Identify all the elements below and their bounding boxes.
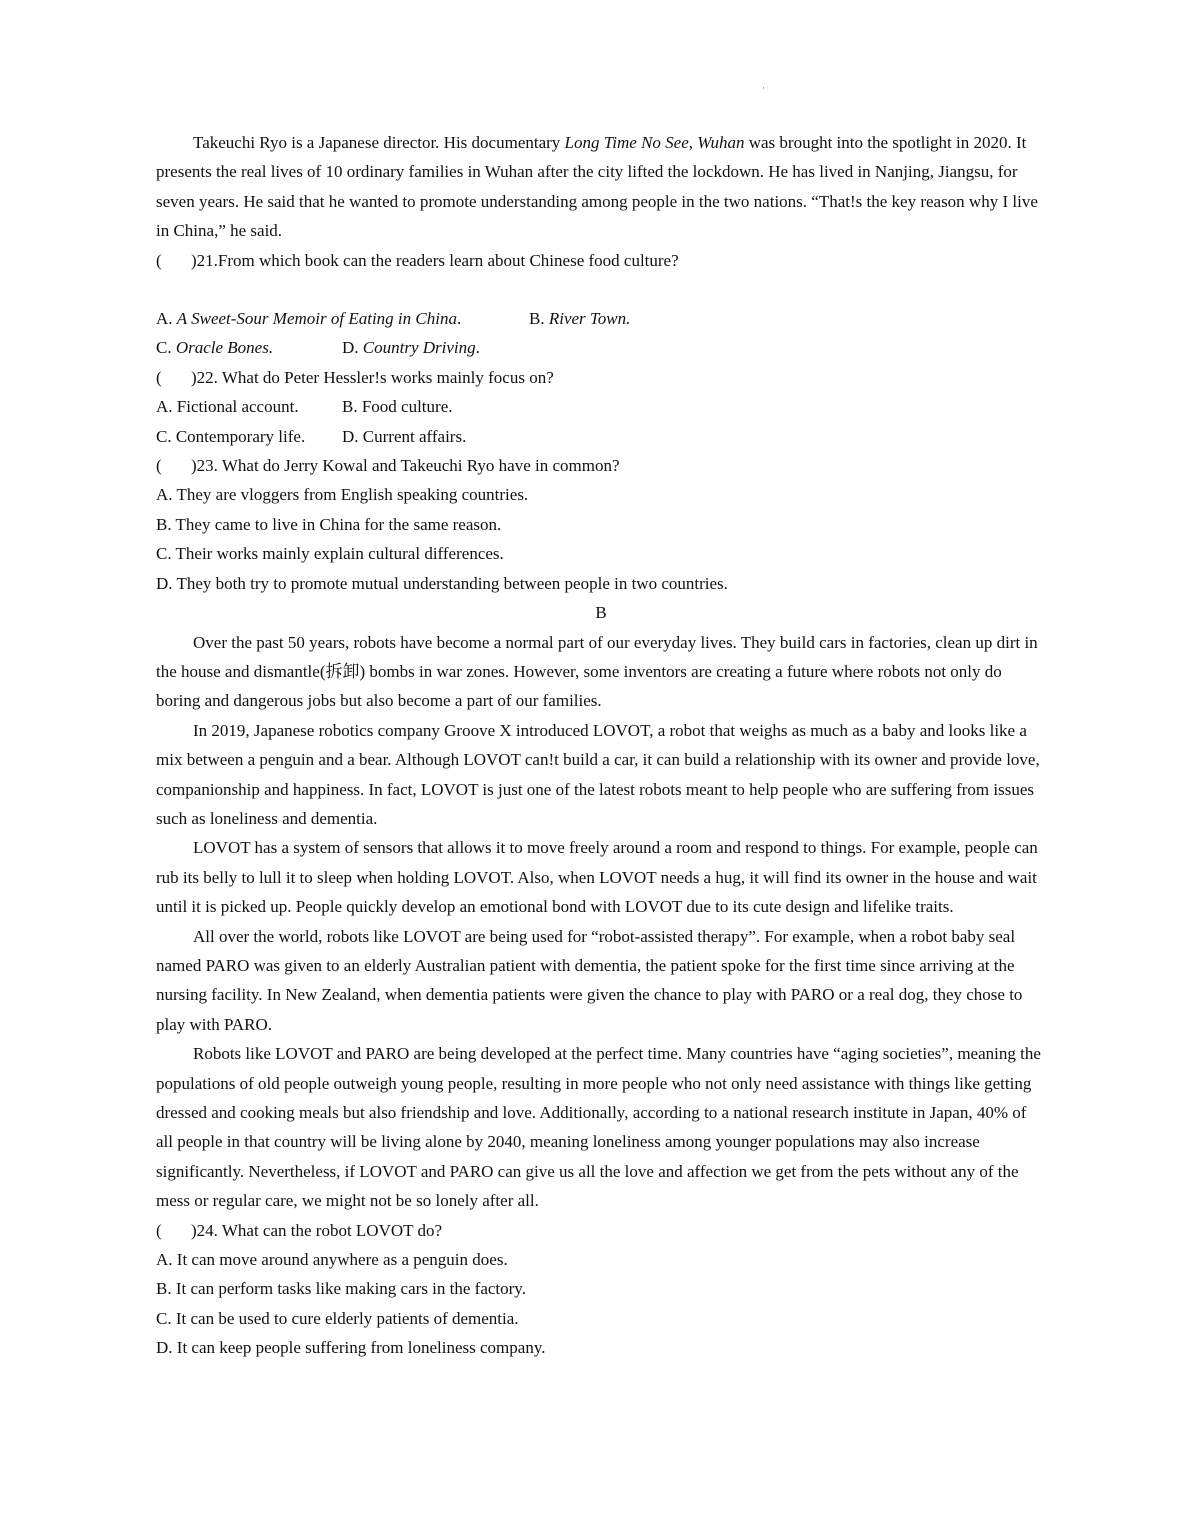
q22-option-d: D. Current affairs.: [342, 426, 467, 446]
question-23: ( )23. What do Jerry Kowal and Takeuchi Ryo have in common?: [156, 451, 1046, 480]
q24-option-b: B. It can perform tasks like making cars in the factory.: [156, 1279, 526, 1299]
q22-option-a: A. Fictional account.: [156, 397, 299, 417]
q22-options-row-2: [156, 422, 1046, 451]
passage-b-paragraph-4: All over the world, robots like LOVOT are being used for “robot-assisted therapy”. For example, when a robot baby seal named PARO was given to an elderly Australian patient with dementia, the patient spoke for the first time since arriving at the nursing facility. In New Zealand, when dementia patients were given the chance to play with PARO or a real dog, they chose to play with PARO.: [156, 926, 1023, 1034]
documentary-title: Long Time No See: [564, 133, 689, 152]
q21-option-a: A. A Sweet-Sour Memoir of Eating in China.: [156, 309, 462, 329]
q21-options-row-1: [156, 304, 1046, 333]
documentary-title-city: Wuhan: [697, 133, 745, 152]
q21-option-c: C. Oracle Bones.: [156, 338, 274, 358]
q24-option-c: C. It can be used to cure elderly patients of dementia.: [156, 1308, 519, 1328]
question-21: ( )21.From which book can the readers learn about Chinese food culture?: [156, 246, 1046, 275]
document-page: [156, 128, 1046, 1363]
q23-option-b: B. They came to live in China for the same reason.: [156, 514, 502, 534]
passage-b-paragraph-1: Over the past 50 years, robots have become a normal part of our everyday lives. They build cars in factories, clean up dirt in the house and dismantle(拆卸) bombs in war zones. However, some inventors are creating a future where robots not only do boring and dangerous jobs but also become a part of our families.: [156, 632, 1038, 711]
section-heading-b: B: [595, 603, 607, 623]
q22-options-row-1: [156, 392, 1046, 421]
q21-option-d: D. Country Driving.: [342, 338, 480, 358]
q24-option-a: A. It can move around anywhere as a penguin does.: [156, 1250, 508, 1270]
answer-blank[interactable]: (: [156, 250, 162, 270]
q23-option-d: D. They both try to promote mutual understanding between people in two countries.: [156, 573, 728, 593]
passage-a-paragraph: Takeuchi Ryo is a Japanese director. His documentary Long Time No See, Wuhan was brought into the spotlight in 2020. It presents the real lives of 10 ordinary families in Wuhan after the city lifted the lockdown. He has lived in Nanjing, Jiangsu, for seven years. He said that he wanted to promote understanding among people in the two nations. “That!s the key reason why I live in China,” he said.: [156, 133, 1038, 241]
passage-b-paragraph-3: LOVOT has a system of sensors that allows it to move freely around a room and respond to things. For example, people can rub its belly to lull it to sleep when holding LOVOT. Also, when LOVOT needs a hug, it will find its owner in the house and wait until it is picked up. People quickly develop an emotional bond with LOVOT due to its cute design and lifelike traits.: [156, 838, 1038, 917]
q23-option-a: A. They are vloggers from English speaking countries.: [156, 485, 529, 505]
question-24: ( )24. What can the robot LOVOT do?: [156, 1216, 1046, 1245]
q22-option-c: C. Contemporary life.: [156, 426, 306, 446]
question-22: ( )22. What do Peter Hessler!s works mainly focus on?: [156, 363, 1046, 392]
answer-blank[interactable]: (: [156, 456, 162, 476]
q23-option-c: C. Their works mainly explain cultural differences.: [156, 544, 504, 564]
q21-option-b: B. River Town.: [529, 309, 631, 329]
header-mark: ·: [762, 83, 765, 93]
answer-blank[interactable]: (: [156, 367, 162, 387]
passage-b-paragraph-2: In 2019, Japanese robotics company Groove X introduced LOVOT, a robot that weighs as much as a baby and looks like a mix between a penguin and a bear. Although LOVOT can!t build a car, it can build a relationship with its owner and provide love, companionship and happiness. In fact, LOVOT is just one of the latest robots meant to help people who are suffering from issues such as loneliness and dementia.: [156, 720, 1040, 828]
q24-option-d: D. It can keep people suffering from loneliness company.: [156, 1338, 546, 1358]
q22-option-b: B. Food culture.: [342, 397, 453, 417]
q21-options-row-2: [156, 333, 1046, 362]
answer-blank[interactable]: (: [156, 1220, 162, 1240]
passage-b-paragraph-5: Robots like LOVOT and PARO are being developed at the perfect time. Many countries have “aging societies”, meaning the populations of old people outweigh young people, resulting in more people who not only need assistance with things like getting dressed and cooking meals but also friendship and love. Additionally, according to a national research institute in Japan, 40% of all people in that country will be living alone by 2040, meaning loneliness among younger populations may also increase significantly. Nevertheless, if LOVOT and PARO can give us all the love and affection we get from the pets without any of the mess or regular care, we might not be so lonely after all.: [156, 1044, 1041, 1211]
